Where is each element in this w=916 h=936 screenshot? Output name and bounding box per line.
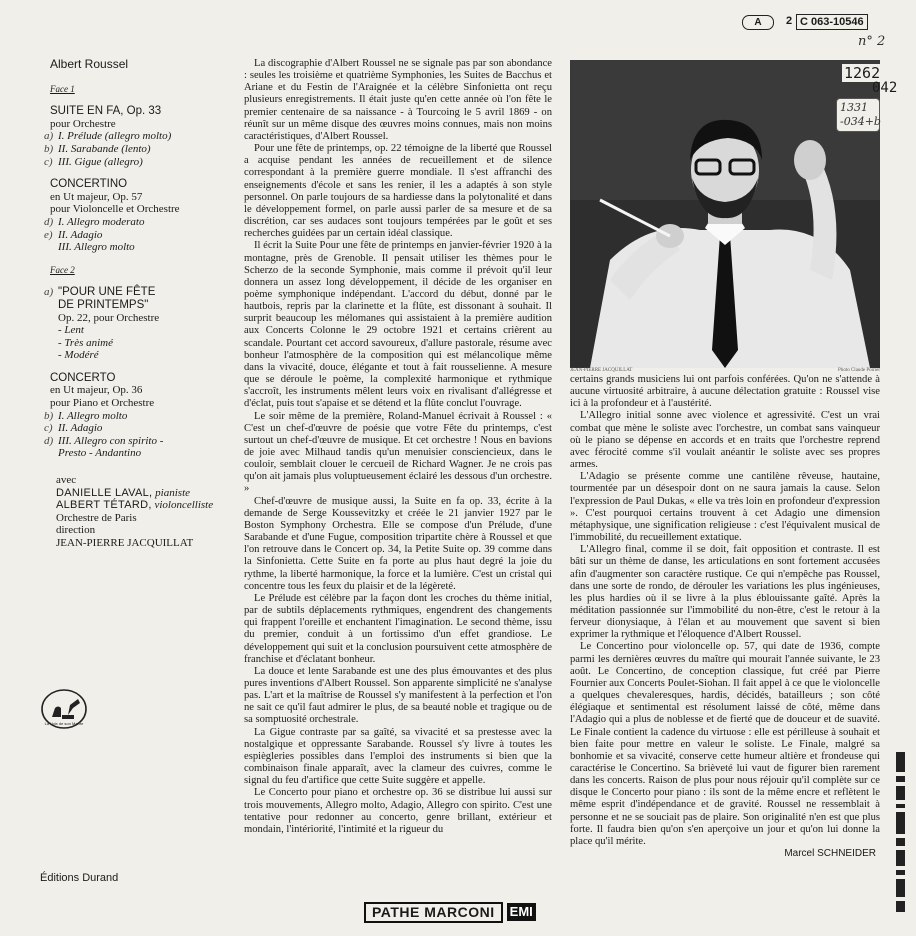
- paragraph: Le Prélude est célèbre par la façon dont les croches du thème initial, par de subtils déplacements rythmiques, engendrent des changements qui frappent l'oreille et enchantent l'imagination. Le second thème, issu du premier, conduit à un fortissimo d'un effet grandiose. Le développement qui suit et la conclusion poursuivent cette atmosphère de franchise et d'éclatant bonheur.: [244, 592, 552, 665]
- tracklist: [44, 58, 244, 550]
- barcode-icon: [896, 752, 905, 912]
- movement: [44, 435, 244, 448]
- paragraph: L'Allegro final, comme il se doit, fait opposition et contraste. Il est bâti sur un thème de danse, les articulations en sont fortement accusées afin d'augmenter son caractère rustique. Ce qui n'empêche pas Roussel, dans une sorte de rondo, de dérouler les variations les plus ingénieuses, les plus hardies où il se livre à la plus éblouissante gaîté. Après la méditation passionnée sur l'immobilité du non-être, c'est le retour à la ferveur dionysiaque, à l'élan et au mouvement que savent si bien exprimer la rythmique et l'éloquence d'Albert Roussel.: [570, 544, 880, 641]
- orchestra: Orchestre de Paris: [56, 511, 137, 524]
- handwritten-note-line: 1331: [840, 101, 868, 114]
- work-2-subtitle: pour Violoncelle et Orchestre: [50, 203, 180, 216]
- paragraph: Le Concerto pour piano et orchestre op. 36 se distribue lui aussi sur trois mouvements, Allegro molto, Adagio, Allegro con spirito. C'est une tentative pour redonner au concerto, genre brillant, extérieur et mondain, l'intériorité, l'intimité et la rigueur du: [244, 787, 552, 835]
- paragraph: La Gigue contraste par sa gaîté, sa vivacité et sa prestesse avec la nostalgique et oppressante Sarabande. Roussel s'y livre à toutes les espiègleries possibles dans l'emploi des instruments si bien que la combinaison finale apparaît, avec la clameur des cuivres, comme le signal du feu d'artifice que cette Suite suggère et appelle.: [244, 726, 552, 787]
- handwritten-number: n° 2: [858, 34, 886, 49]
- emi-logo: EMI: [507, 903, 536, 921]
- avec-label: avec: [56, 474, 77, 487]
- his-masters-voice-logo: [40, 687, 88, 731]
- performer-role: pianiste: [155, 486, 191, 499]
- performer-name: DANIELLE LAVAL,: [56, 486, 153, 499]
- publisher: Éditions Durand: [40, 872, 119, 884]
- logo-text: La Voix de son Maître: [44, 721, 84, 726]
- photo-caption: [570, 368, 880, 373]
- movement-mark: [44, 241, 58, 254]
- movement: [44, 422, 244, 435]
- conductor-photo-image: [570, 60, 880, 368]
- face-1-label: Face 1: [50, 83, 75, 94]
- paragraph: Il écrit la Suite Pour une fête de printemps en janvier-février 1920 à la montagne, près de Grenoble. Il pensait utiliser les thèmes pour le Scherzo de la seconde Symphonie, mais comme il prévoit qu'il leur donnera un assez long développement, il décide de les organiser en poème symphonique indépendant. L'accord du début, donné par le hautbois, repris par la clarinette et la flûte, est dissonant à souhait. Il surprit beaucoup les mélomanes qui assistaient à la première audition aux Concerts Colonne le 29 octobre 1921 et certains crièrent au scandale. Pourtant cet accord savoureux, d'allure pastorale, résume avec bonheur l'atmosphère de la composition qui est mélancolique même dans la vivacité, douce, élégante et tout à fait rousselienne. A mesure que se déroule le poème, la complexité harmonique et rythmique s'accroît, les instruments mêlent leurs voix en rivalisant d'allégresse et d'éclat, puis tout s'apaise et se détend et la flûte conclut l'ouvrage.: [244, 240, 552, 410]
- paragraph: La douce et lente Sarabande est une des plus émouvantes et des plus pures inventions d'Albert Roussel. Son apparente simplicité ne s'analyse pas. L'art et la maîtrise de Roussel s'y manifestent à la perfection et l'on ne sait ce qu'il faut admirer le plus, de sa beauté noble et tragique ou de sa somptuosité orchestrale.: [244, 665, 552, 726]
- paragraph: Chef-d'œuvre de musique aussi, la Suite en fa op. 33, écrite à la demande de Serge Koussevitzky et créée le 21 janvier 1927 par le Boston Symphony Orchestra. Elle se compose d'un Prélude, d'une Sarabande et d'une Fugue, composition tripartite chère à Roussel et que l'on retrouve dans le Concert op. 34, la Petite Suite op. 39 comme dans la Sinfonietta. Cette Suite en fa porte au plus haut degré la joie du rythme, la liberté harmonique, la force et la lumière. C'est un cristal qui concentre tous les feux du plaisir et de la légèreté.: [244, 495, 552, 592]
- author-signature: Marcel SCHNEIDER: [784, 848, 876, 860]
- movement: [44, 229, 244, 242]
- performer-role: violoncelliste: [154, 499, 214, 512]
- movement: [44, 130, 244, 143]
- handwritten-note-line: -034+b: [840, 115, 881, 128]
- catalog-number: C 063-10546: [796, 14, 868, 30]
- work-4-subtitle: en Ut majeur, Op. 36: [50, 384, 143, 397]
- paragraph: certains grands musiciens lui ont parfois conférées. Qu'on ne s'attende à aucune virtuosité arbitraire, à aucune délectation gratuite : Roussel vise ici à la profondeur et à l'austérité.: [570, 374, 880, 410]
- movement-mark: d): [44, 215, 54, 228]
- performer: [56, 487, 244, 500]
- barcode-strip: [896, 752, 905, 912]
- movement-mark: a): [44, 286, 54, 299]
- photo-caption-subject: JEAN-PIERRE JACQUILLAT: [570, 368, 633, 373]
- movement: [44, 410, 244, 423]
- performer-name: ALBERT TÉTARD,: [56, 499, 152, 512]
- movement-mark: b): [44, 409, 54, 422]
- work-4-title: CONCERTO: [50, 371, 116, 384]
- movement-text: III. Gigue (allegro): [58, 155, 143, 168]
- movement-mark: a): [44, 130, 54, 143]
- paragraph: L'Adagio se présente comme une cantilène rêveuse, hautaine, tourmentée par un désespoir dont on ne saura jamais la cause. Selon l'expression de Paul Dukas, « elle va très loin en profondeur d'expression ». C'est pourquoi certains trouvent à cet Adagio une dimension métaphysique, une signification religieuse : c'est l'équivalent musical de l'immobilité, du recueillement extatique.: [570, 471, 880, 544]
- movement-text: III. Allegro con spirito -: [58, 434, 164, 447]
- work-1-subtitle: pour Orchestre: [50, 117, 116, 130]
- liner-notes-column-2: [570, 374, 880, 888]
- work-3-title: [44, 286, 244, 299]
- movement: [44, 143, 244, 156]
- paragraph: La discographie d'Albert Roussel ne se signale pas par son abondance : seules les troisième et quatrième Symphonies, les Suites de Bacchus et Ariane et du Festin de l'Araignée et la célèbre Sinfonietta ont reçu plusieurs enregistrements. Il était juste qu'en cette année où l'on fête le premier centenaire de sa naissance - à Tourcoing le 5 avril 1869 - on réunît sur un même disque des œuvres moins connues, mais non moins caractéristiques, d'Albert Roussel.: [244, 58, 552, 142]
- movement-mark: d): [44, 434, 54, 447]
- work-3-title-line: DE PRINTEMPS": [58, 298, 149, 311]
- movement-text: II. Adagio: [58, 422, 103, 435]
- paragraph: L'Allegro initial sonne avec violence et agressivité. C'est un vrai combat que mène le soliste avec l'orchestre, un combat sans vainqueur où le piano se dépense en accords et en traits que l'orchestre reprend avec férocité comme s'il voulait anéantir le soliste avec ses propres armes.: [570, 410, 880, 471]
- movement-text: I. Allegro moderato: [58, 215, 145, 228]
- paragraph: Le Concertino pour violoncelle op. 57, qui date de 1936, compte parmi les dernières œuvres du maître qui mourait l'année suivante, le 23 août. Le Concertino, de conception classique, fut créé par Pierre Fournier aux Concerts Poulet-Siohan. Il fait appel à ce que le violoncelle a quelques chevaleresques, hardis, décidés, batailleurs ; son côté élégiaque et sentimental est résolument laissé de côté, même dans l'Adagio qui a plus de noblesse et de fierté que de douceur et de suavité. Le Finale contient la cadence du virtuose : elle est périlleuse à souhait et bien faite pour mettre en valeur le soliste. Le Finale, malgré sa bonhomie et sa vivacité, conserve cette humeur altière et frondeuse qui caractérise le Concertino. Sa brièveté lui vaut de figurer bien rarement dans les concerts. Raison de plus pour nous réjouir qu'il complète sur ce disque le Concerto pour piano : ils sont de la même encre et reflètent le même esprit d'indépendance et de gravité. Roussel ne ressemblait à personne et ne se souciait pas de plaire. Son originalité n'en est que plus forte. Il faudra bien qu'on s'en aperçoive un jour et qu'on lui donne la place qu'il mérite.: [570, 641, 880, 847]
- liner-notes-column-1: [244, 58, 552, 888]
- direction-label: direction: [56, 524, 96, 537]
- stamp-1262: 1262: [844, 64, 881, 82]
- dog-gramophone-icon: [40, 687, 88, 731]
- paragraph: Pour une fête de printemps, op. 22 témoigne de la liberté que Roussel a acquise pendant les années de recueillement et de silence correspondant à la première guerre mondiale. Il s'est affranchi des enseignements d'école et sans les renier, il les a adaptés à son style personnel. On parle toujours de sa hardiesse dans la polytonalité et dans le développement formel, on parle aussi parler de sa mesure et de sa discrétion, car ses audaces sont toujours tempérées par le goût et ses recherches guidées par un certain idéal classique.: [244, 143, 552, 240]
- movement-mark: b): [44, 142, 54, 155]
- movement: [44, 216, 244, 229]
- label-brand: [364, 902, 536, 922]
- movement-text: - Très animé: [58, 336, 113, 349]
- movement-mark: c): [44, 422, 53, 435]
- movement-text: II. Sarabande (lento): [58, 142, 151, 155]
- composer-name: Albert Roussel: [50, 57, 129, 71]
- work-1-title: SUITE EN FA, Op. 33: [50, 105, 162, 118]
- handwritten-note: [836, 98, 880, 132]
- movement-text: Presto - Andantino: [58, 447, 142, 460]
- movement-text: II. Adagio: [58, 228, 103, 241]
- movement-text: III. Allegro molto: [58, 241, 135, 254]
- movement-text: I. Allegro molto: [58, 409, 128, 422]
- movement-text: - Modéré: [58, 349, 99, 362]
- work-2-title: CONCERTINO: [50, 178, 128, 191]
- catalog-series: A: [742, 15, 774, 30]
- paragraph: Le soir même de la première, Roland-Manuel écrivait à Roussel : « C'est un chef-d'œuvre de poésie que votre Fête du printemps, c'est surtout un chef-d'œuvre de musique. Et cet orchestre ! Nous en bavions de joie avec Milhaud tandis qu'un menuisier consciencieux, dans le couloir, semblait clouer le cercueil de Richard Wagner. Je ne crois pas qu'on ait jamais plus voluptueusement éclairé les dessous d'un orchestre. »: [244, 410, 552, 495]
- work-2-subtitle: en Ut majeur, Op. 57: [50, 190, 143, 203]
- movement-text: I. Prélude (allegro molto): [58, 130, 172, 143]
- work-3-subtitle: Op. 22, pour Orchestre: [58, 311, 160, 324]
- performer: [56, 499, 244, 512]
- work-4-subtitle: pour Piano et Orchestre: [50, 397, 155, 410]
- face-2-label: Face 2: [50, 264, 75, 275]
- movement-mark: e): [44, 228, 53, 241]
- photo-credit: Photo Claude Poirier: [838, 368, 880, 373]
- movement: [44, 156, 244, 169]
- catalog-prefix: 2: [786, 15, 793, 27]
- work-3-title-line: "POUR UNE FÊTE: [58, 286, 156, 299]
- movement-text: - Lent: [58, 324, 84, 337]
- stamp-042: 042: [872, 80, 898, 96]
- conductor-photo: [570, 60, 880, 368]
- movement: [44, 241, 244, 254]
- movement-mark: c): [44, 155, 53, 168]
- pathe-marconi-logo: PATHE MARCONI: [364, 902, 503, 923]
- conductor-name: JEAN-PIERRE JACQUILLAT: [56, 537, 194, 549]
